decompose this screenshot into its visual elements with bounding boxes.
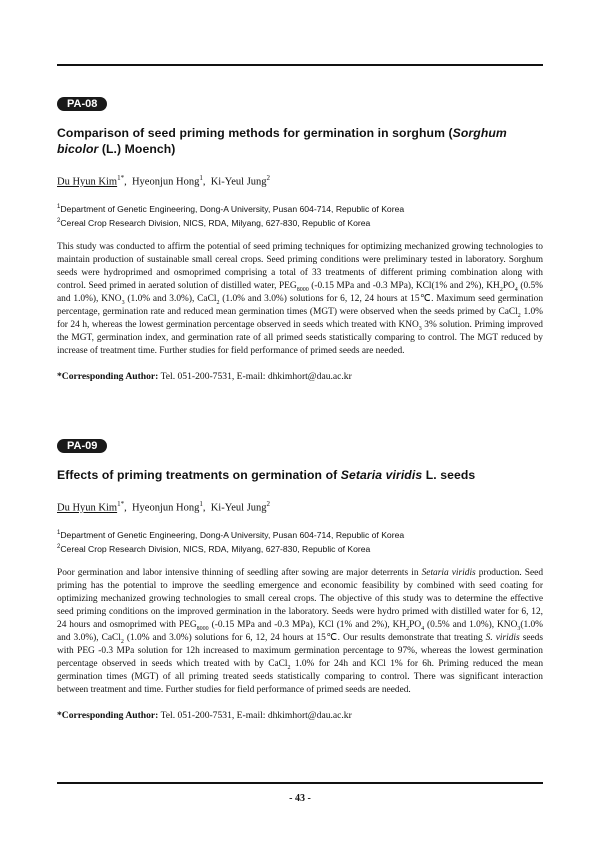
abstract-id-badge: PA-09 bbox=[57, 439, 107, 453]
affiliations bbox=[57, 201, 543, 230]
abstract-title: Comparison of seed priming methods for germination in sorghum (Sorghum bicolor (L.) Moench) bbox=[57, 126, 507, 156]
author-name: Du Hyun Kim bbox=[57, 176, 118, 188]
author-list: Du Hyun Kim$^{1*}$, Hyeonjun Hong$^1$, Ki-Yeul Jung$^2$ bbox=[57, 500, 271, 514]
abstract-pa-09 bbox=[57, 436, 543, 722]
corresponding-author: *Corresponding Author: Tel. 051-200-7531, E-mail: dhkimhort@dau.ac.kr bbox=[57, 371, 352, 383]
affiliation: $^1$Department of Genetic Engineering, Dong-A University, Pusan 604-714, Republic of Korea bbox=[57, 203, 405, 214]
author-name: Hyeonjun Hong bbox=[131, 176, 200, 188]
author-list: Du Hyun Kim$^{1*}$, Hyeonjun Hong$^1$, Ki-Yeul Jung$^2$ bbox=[57, 174, 271, 188]
author-name: Ki-Yeul Jung bbox=[210, 502, 267, 514]
abstract-body: Poor germination and labor intensive thinning of seedling after sowing are major deterrents in Setaria viridis production. Seed priming has the potential to improve the seedling emergence and economic feasibility by combined with seed coating for optimizing mechanized growing technologies to small cereal crops. The objective of this study was to determine the effective seed priming conditions on the improved germination in the laboratory. Seeds were hydro primed with distilled water for 6, 12, 24 hours and osmoprimed with $PEG_{8000}$ (-0.15 MPa and -0.3 MPa), KCl (1% and 2%), $KH_2PO_4$ (0.5% and 1.0%), $KNO_3(1.0\%$ and 3.0%), CaCl$_2$ (1.0% and 3.0%) solutions for 6, 12, 24 hours at 15℃. Our results demonstrate that treating S. viridis seeds with PEG -0.3 MPa solution for 12h increased to maximum germination percentage to 97%, whereas the lowest germination percentage observed in seeds which treated with by CaCl$_2$ 1.0% for 24h and KCl 1% for 6h. Priming reduced the mean germination times (MGT) of all priming treated seeds statistically comparing to control. There was significant interaction between treatment and time. Further studies for field performance of primed seeds are needed. bbox=[57, 568, 544, 696]
affiliation: $^2$Cereal Crop Research Division, NICS, RDA, Milyang, 627-830, Republic of Korea bbox=[57, 543, 371, 554]
abstract-body: This study was conducted to affirm the potential of seed priming techniques for optimizing mechanized growing technologies to maintain production of sustainable small cereal crops. Seed priming conditions were preliminary tested in laboratory. Sorghum seeds were hydroprimed and osmoprimed comprising a total of 33 treatments of different priming combination along with control. Seed primed in aerated solution of distilled water, $PEG_{8000}$ (-0.15 MPa and -0.3 MPa), KCl(1% and 2%), $KH_2PO_4$ (0.5% and 1.0%), $KNO_3$ (1.0% and 3.0%), CaCl$_2$ (1.0% and 3.0%) solutions for 6, 12, 24 hours at 15℃. Maximum seed germination percentage, germination rate and reduced mean germination times (MGT) were observed when the seeds primed by CaCl$_2$ 1.0% for 24 h, whereas the lowest germination percentage observed in seeds which treated with $KNO_3$ 3% solution. Priming improved the MGT, germination index, and germination rate of all primed seeds statistically comparing to control. The MGT reduced by increase of treatment time. Further studies for field performance of primed seeds are needed. bbox=[57, 242, 544, 357]
author-name: Du Hyun Kim bbox=[57, 502, 118, 514]
abstract-pa-08 bbox=[57, 94, 543, 383]
author-name: Hyeonjun Hong bbox=[131, 502, 200, 514]
abstract-title: Effects of priming treatments on germination of Setaria viridis L. seeds bbox=[57, 468, 476, 482]
bottom-rule bbox=[57, 782, 543, 784]
top-rule bbox=[57, 64, 543, 66]
affiliation: $^2$Cereal Crop Research Division, NICS, RDA, Milyang, 627-830, Republic of Korea bbox=[57, 217, 371, 228]
affiliations bbox=[57, 527, 543, 556]
abstract-id-badge: PA-08 bbox=[57, 97, 107, 111]
affiliation: $^1$Department of Genetic Engineering, Dong-A University, Pusan 604-714, Republic of Korea bbox=[57, 529, 405, 540]
author-name: Ki-Yeul Jung bbox=[210, 176, 267, 188]
corresponding-author: *Corresponding Author: Tel. 051-200-7531, E-mail: dhkimhort@dau.ac.kr bbox=[57, 710, 352, 722]
page-number: - 43 - bbox=[289, 793, 311, 804]
